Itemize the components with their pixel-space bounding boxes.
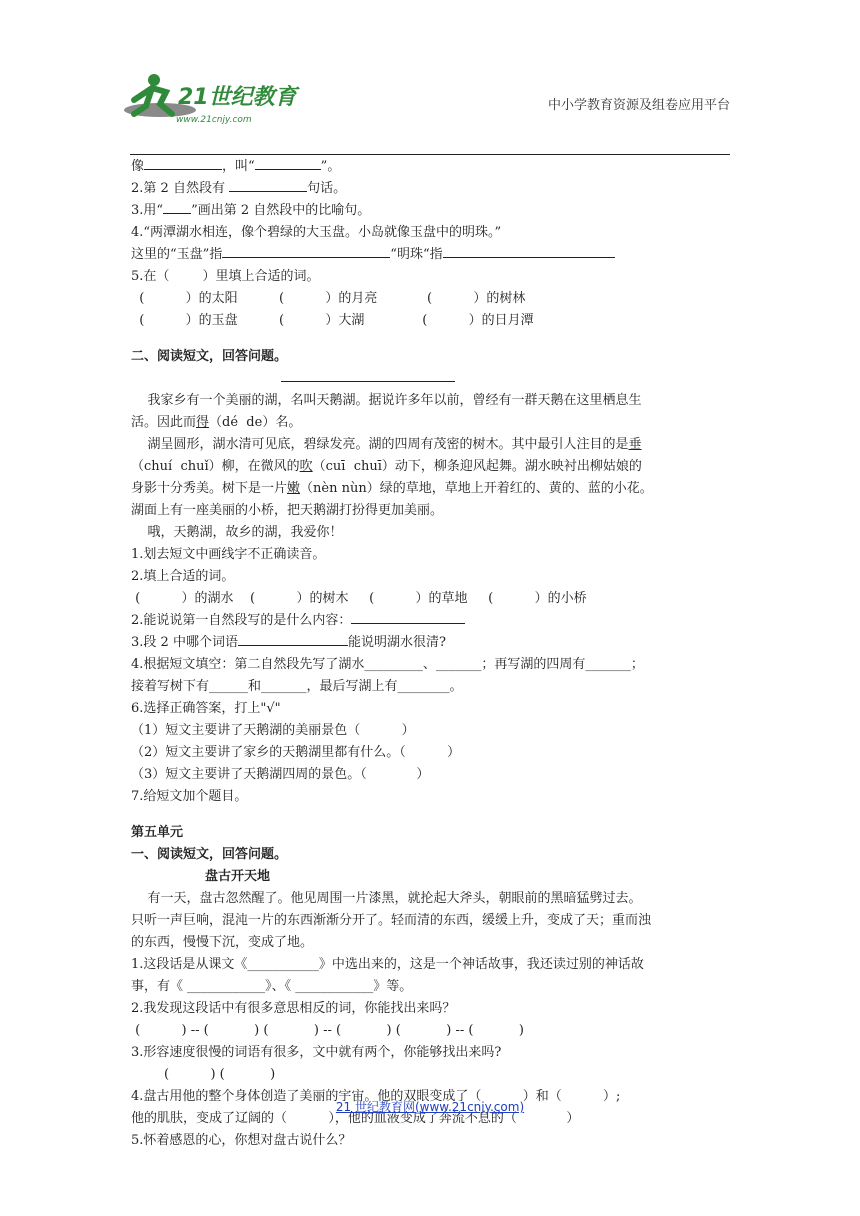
question: 接着写树下有______和_______，最后写湖上有________。	[131, 679, 463, 694]
option: （1）短文主要讲了天鹅湖的美丽景色（ ）	[131, 723, 415, 738]
header-divider	[130, 154, 730, 155]
s4-line1: 像 ，叫“ ”。	[131, 156, 731, 178]
logo-text: 21世纪教育	[178, 85, 297, 110]
question: 2.填上合适的词。	[131, 569, 235, 584]
unit-heading: 第五单元	[131, 825, 184, 840]
question-row: ( ）的湖水 ( ）的树木 ( ）的草地 ( ）的小桥	[131, 591, 587, 606]
s4-q3: 3.用“ ”画出第 2 自然段中的比喻句。	[131, 200, 731, 222]
question-row: ( ) ( )	[131, 1067, 276, 1082]
question: 4.根据短文填空：第二自然段先写了湖水_________、_______；再写湖的四周有_______；	[131, 657, 644, 672]
passage-line: 只听一声巨响，混沌一片的东西渐渐分开了。轻而清的东西，缓缓上升，变成了天；重而浊	[131, 913, 652, 928]
question: 1.划去短文中画线字不正确读音。	[131, 547, 326, 562]
platform-label: 中小学教育资源及组卷应用平台	[547, 98, 730, 113]
s4-q4: 4.“两潭湖水相连，像个碧绿的大玉盘。小岛就像玉盘中的明珠。”	[131, 225, 502, 240]
section-heading: 二、阅读短文，回答问题。	[131, 349, 288, 364]
passage-line: 有一天，盘古忽然醒了。他见周围一片漆黑，就抡起大斧头，朝眼前的黑暗猛劈过去。	[131, 891, 642, 906]
question: 4.盘古用他的整个身体创造了美丽的宇宙。他的双眼变成了（ ）和（ ）;	[131, 1089, 621, 1104]
question: 7.给短文加个题目。	[131, 789, 248, 804]
passage-line: 活。因此而得（dé de）名。	[131, 415, 302, 430]
logo-21cnjy	[120, 70, 300, 130]
passage-line: 哦，天鹅湖，故乡的湖，我爱你！	[131, 525, 343, 540]
section-heading: 一、阅读短文，回答问题。	[131, 847, 288, 862]
worksheet-content	[131, 156, 731, 1152]
logo-url: www.21cnjy.com	[176, 115, 252, 125]
passage-line: 的东西，慢慢下沉，变成了地。	[131, 935, 314, 950]
option: （3）短文主要讲了天鹅湖四周的景色。（ ）	[131, 767, 430, 782]
question: 他的肌肤，变成了辽阔的（ ），他的血液变成了奔流不息的（ ）	[131, 1111, 580, 1126]
passage-line: （chuí chuǐ）柳，在微风的吹（cuī chuī）动下，柳条迎风起舞。湖水映衬出柳姑娘的	[131, 459, 642, 474]
passage-line: 湖呈圆形，湖水清可见底，碧绿发亮。湖的四周有茂密的树木。其中最引人注目的是垂	[131, 437, 642, 452]
passage-line: 身影十分秀美。树下是一片嫩（nèn nùn）绿的草地，草地上开着红的、黄的、蓝的小花。	[131, 481, 653, 496]
s4-q5-row1: ( ）的太阳 ( ）的月亮 ( ）的树林	[131, 291, 526, 306]
question: 3.段 2 中哪个词语 能说明湖水很清?	[131, 632, 731, 654]
question: 5.怀着感恩的心，你想对盘古说什么？	[131, 1133, 352, 1148]
page-header	[120, 64, 730, 154]
question: 事，有《 ____________》、《 ____________》等。	[131, 979, 413, 994]
question-row: ( ) -- ( ) ( ) -- ( ) ( ) -- ( )	[131, 1023, 525, 1038]
passage-title: 盘古开天地	[205, 869, 271, 884]
question: 1.这段话是从课文《___________》中选出来的，这是一个神话故事，我还读过别的神话故	[131, 957, 644, 972]
question: 6.选择正确答案，打上"√"	[131, 701, 281, 716]
title-blank	[131, 368, 731, 390]
s4-q4-blanks: 这里的“玉盘”指 “明珠“指	[131, 244, 731, 266]
passage-line: 我家乡有一个美丽的湖，名叫天鹅湖。据说许多年以前，曾经有一群天鹅在这里栖息生	[131, 393, 642, 408]
question: 2.能说说第一自然段写的是什么内容：	[131, 610, 731, 632]
s4-q5: 5.在（ ）里填上合适的词。	[131, 269, 320, 284]
question: 3.形容速度很慢的词语有很多，文中就有两个，你能够找出来吗?	[131, 1045, 502, 1060]
footer-link[interactable]: 21 世纪教育网(www.21cnjy.com)	[335, 1100, 525, 1114]
s4-q5-row2: ( ）的玉盘 ( ）大湖 ( ）的日月潭	[131, 313, 534, 328]
question: 2.我发现这段话中有很多意思相反的词，你能找出来吗？	[131, 1001, 456, 1016]
option: （2）短文主要讲了家乡的天鹅湖里都有什么。（ ）	[131, 745, 461, 760]
s4-q2: 2.第 2 自然段有 句话。	[131, 178, 731, 200]
passage-line: 湖面上有一座美丽的小桥，把天鹅湖打扮得更加美丽。	[131, 503, 444, 518]
